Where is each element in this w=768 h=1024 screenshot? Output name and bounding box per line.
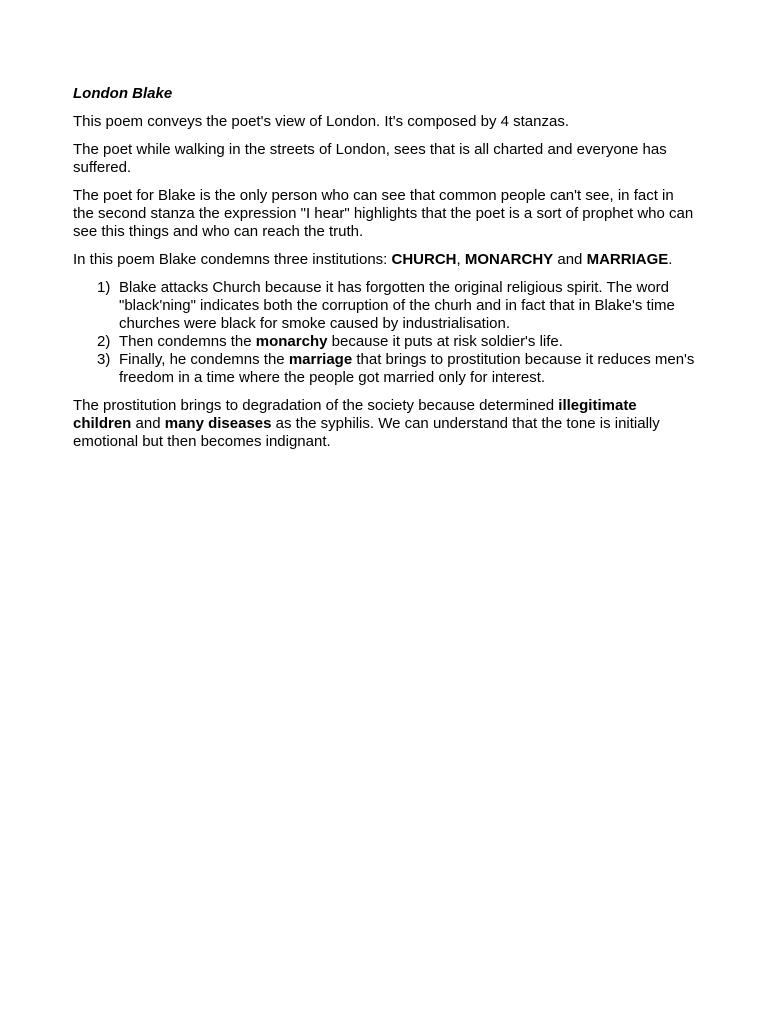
conclusion-post: as the syphilis. We can understand that the tone is initially emotional but then becomes indignant. [73, 415, 660, 450]
institution-monarchy: MONARCHY [464, 251, 554, 268]
conclusion-bold-diseases: many diseases [164, 415, 272, 432]
list-item-text-pre: Then condemns the [119, 333, 256, 350]
list-item-text-pre: Finally, he condemns the [119, 351, 289, 368]
paragraph-streets: The poet while walking in the streets of London, sees that is all charted and everyone has suffered. [73, 141, 667, 176]
paragraph-intro: This poem conveys the poet's view of London. It's composed by 4 stanzas. [73, 113, 569, 130]
institutions-sep-1: , [456, 251, 465, 268]
institution-church: CHURCH [391, 251, 457, 268]
list-item [73, 351, 698, 387]
institution-marriage: MARRIAGE [586, 251, 669, 268]
list-item [73, 333, 698, 351]
list-item-text-post: that brings to prostitution because it reduces men's freedom in a time where the people got married only for interest. [119, 351, 695, 386]
document-title: London Blake [73, 85, 173, 102]
institutions-end: . [668, 251, 673, 268]
conclusion-pre: The prostitution brings to degradation of the society because determined [73, 397, 559, 414]
list-item [73, 279, 698, 333]
list-number: 2) [97, 333, 111, 350]
paragraph-institutions [73, 251, 698, 269]
list-item-bold: marriage [288, 351, 353, 368]
institutions-lead: In this poem Blake condemns three institutions: [73, 251, 392, 268]
list-number: 1) [97, 279, 111, 296]
institutions-sep-2: and [553, 251, 587, 268]
conclusion-bold-children: illegitimate children [73, 397, 637, 432]
list-number: 3) [97, 351, 111, 368]
paragraph-prophet: The poet for Blake is the only person who can see that common people can't see, in fact in the second stanza the expression "I hear" highlights that the poet is a sort of prophet who can see this things and who can reach the truth. [73, 187, 694, 240]
conclusion-mid: and [131, 415, 165, 432]
institutions-list [73, 279, 698, 387]
list-item-bold: monarchy [255, 333, 328, 350]
list-item-text-post: because it puts at risk soldier's life. [327, 333, 563, 350]
list-item-text: Blake attacks Church because it has forgotten the original religious spirit. The word "black'ning" indicates both the corruption of the churh and in fact that in Blake's time churches were black for smoke caused by industrialisation. [119, 279, 675, 332]
document-page [73, 85, 698, 461]
paragraph-conclusion [73, 397, 698, 451]
